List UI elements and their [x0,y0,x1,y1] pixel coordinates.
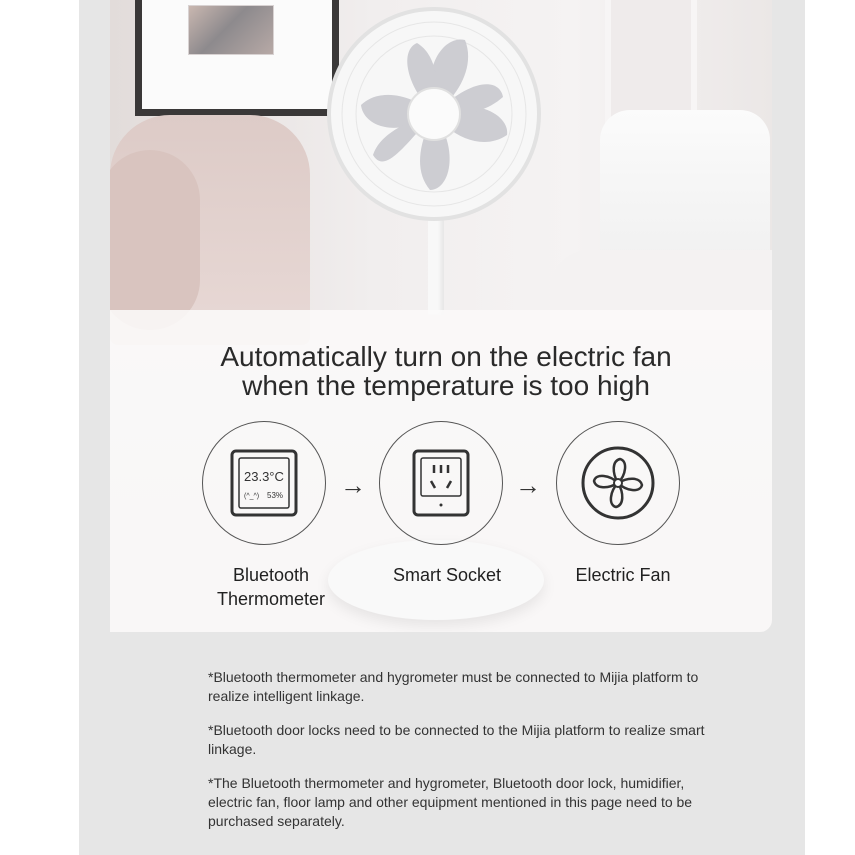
smart-socket-icon [379,421,503,545]
thermometer-humidity: 53% [267,491,284,500]
footnotes [208,668,708,846]
electric-fan-label: Electric Fan [575,565,671,585]
footnote: *The Bluetooth thermometer and hygrometer, Bluetooth door lock, humidifier, electric fan, floor lamp and other equipment mentioned in this page need to be purchased separately. [208,775,693,829]
footnote: *Bluetooth thermometer and hygrometer must be connected to Mijia platform to realize intelligent linkage. [208,669,699,704]
electric-fan-step [556,421,680,545]
arrow-right-icon: → [340,470,366,500]
standing-fan-icon [325,5,543,223]
sofa-arm [110,150,200,330]
smart-socket-step [379,421,503,545]
thermometer-label: Bluetooth Thermometer [216,565,326,609]
footnote: *Bluetooth door locks need to be connected to the Mijia platform to realize smart linkage. [208,722,705,757]
smart-socket-label: Smart Socket [392,565,502,585]
title-line-1: Automatically turn on the electric fan [220,341,672,372]
arrow-right-icon: → [515,470,541,500]
thermometer-face: (^_^) [244,493,260,500]
electric-fan-icon [556,421,680,545]
thermometer-temperature: 23.3°C [244,469,284,484]
wall-picture-frame [135,0,339,116]
thermometer-step [202,421,326,545]
title-line-2: when the temperature is too high [242,370,650,401]
thermometer-icon [202,421,326,545]
wall-picture [188,5,274,55]
page-title [110,342,782,400]
